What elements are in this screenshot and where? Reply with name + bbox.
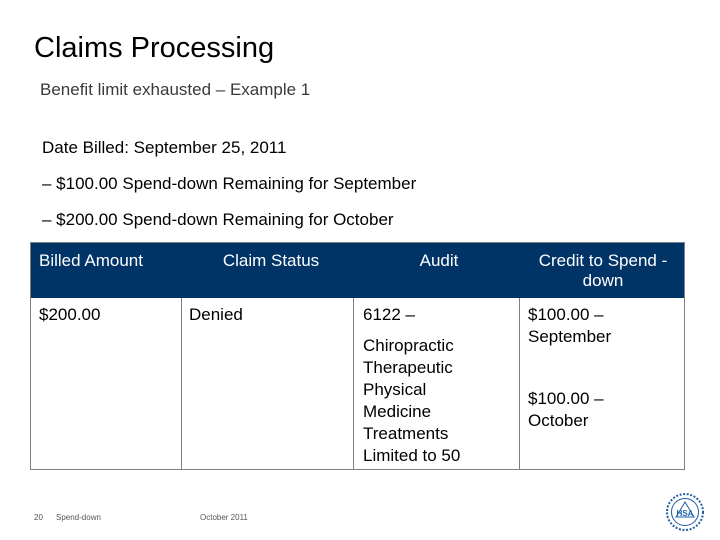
header-billed-amount: Billed Amount xyxy=(39,251,143,270)
footer-page-number: 20 xyxy=(34,513,43,522)
column-divider xyxy=(353,298,354,470)
cell-credit-september: $100.00 – September xyxy=(528,305,612,346)
claims-table xyxy=(30,242,685,470)
cell-credit-october: $100.00 – October xyxy=(528,389,604,430)
bullet-date-billed: Date Billed: September 25, 2011 xyxy=(42,138,287,157)
bullet-list xyxy=(42,136,416,244)
header-claim-status: Claim Status xyxy=(222,251,320,270)
bullet-september-remaining: – $100.00 Spend-down Remaining for September xyxy=(42,174,417,193)
cell-audit-description: Chiropractic Therapeutic Physical Medicine Treatments Limited to 50 xyxy=(363,336,461,465)
column-divider xyxy=(519,298,520,470)
footer-section: Spend-down xyxy=(56,513,101,522)
table-header-row xyxy=(31,243,684,298)
header-credit-spend-down: Credit to Spend -down xyxy=(538,251,668,290)
column-divider xyxy=(181,298,182,470)
hsa-seal-icon xyxy=(665,492,705,537)
footer-date: October 2011 xyxy=(200,513,248,522)
cell-billed-amount: $200.00 xyxy=(39,305,101,324)
cell-audit-code: 6122 – xyxy=(363,305,415,324)
slide-subtitle: Benefit limit exhausted – Example 1 xyxy=(40,80,311,99)
slide-title: Claims Processing xyxy=(34,32,275,64)
bullet-october-remaining: – $200.00 Spend-down Remaining for October xyxy=(42,210,394,229)
cell-claim-status: Denied xyxy=(189,305,243,324)
header-audit: Audit xyxy=(419,251,459,270)
logo-text: HSA xyxy=(676,509,694,518)
